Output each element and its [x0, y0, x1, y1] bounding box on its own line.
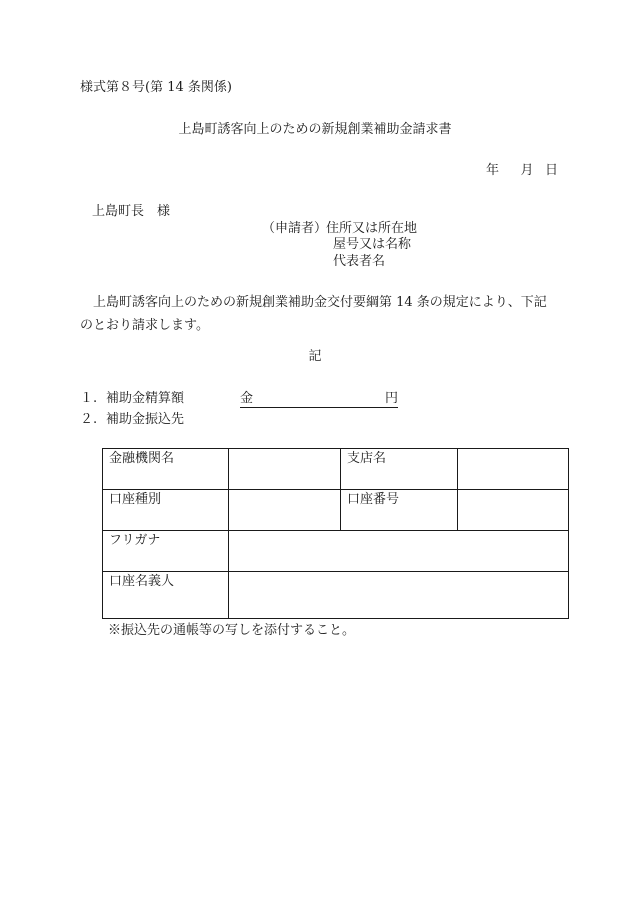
applicant-label: （申請者）: [262, 221, 328, 236]
date-month: 月: [520, 163, 534, 178]
item1-number: １.: [80, 391, 98, 406]
item2-label: 補助金振込先: [106, 412, 185, 427]
date-year: 年: [486, 163, 500, 178]
account-type-label: 口座種別: [103, 490, 229, 531]
document-title: 上島町誘客向上のための新規創業補助金請求書: [178, 122, 452, 137]
amount-suffix: 円: [384, 391, 398, 406]
account-number-field[interactable]: [458, 490, 569, 531]
recipient: 上島町長 様: [92, 204, 171, 219]
attachment-note: ※振込先の通帳等の写しを添付すること。: [108, 623, 356, 638]
ki-heading: 記: [308, 349, 322, 364]
item1-label: 補助金精算額: [106, 391, 185, 406]
body-paragraph: 上島町誘客向上のための新規創業補助金交付要綱第 14 条の規定により、下記のとおり請求します。: [80, 295, 547, 333]
applicant-representative-label: 代表者名: [333, 254, 386, 269]
account-number-label: 口座番号: [341, 490, 458, 531]
date-day: 日: [544, 163, 558, 178]
bank-name-label: 金融機関名: [103, 449, 229, 490]
bank-account-table: [102, 448, 569, 619]
item2-number: ２.: [80, 412, 98, 427]
account-holder-field[interactable]: [229, 572, 569, 619]
applicant-company-label: 屋号又は名称: [333, 237, 412, 252]
branch-name-label: 支店名: [341, 449, 458, 490]
date-line: [486, 163, 558, 179]
account-type-field[interactable]: [229, 490, 341, 531]
branch-name-field[interactable]: [458, 449, 569, 490]
body-text: [80, 291, 554, 337]
amount-field[interactable]: [240, 391, 398, 408]
furigana-field[interactable]: [229, 531, 569, 572]
furigana-label: フリガナ: [103, 531, 229, 572]
bank-name-field[interactable]: [229, 449, 341, 490]
form-number: 様式第８号(第 14 条関係): [80, 80, 232, 95]
applicant-address-label: 住所又は所在地: [326, 221, 418, 236]
account-holder-label: 口座名義人: [103, 572, 229, 619]
amount-prefix: 金: [240, 391, 254, 406]
